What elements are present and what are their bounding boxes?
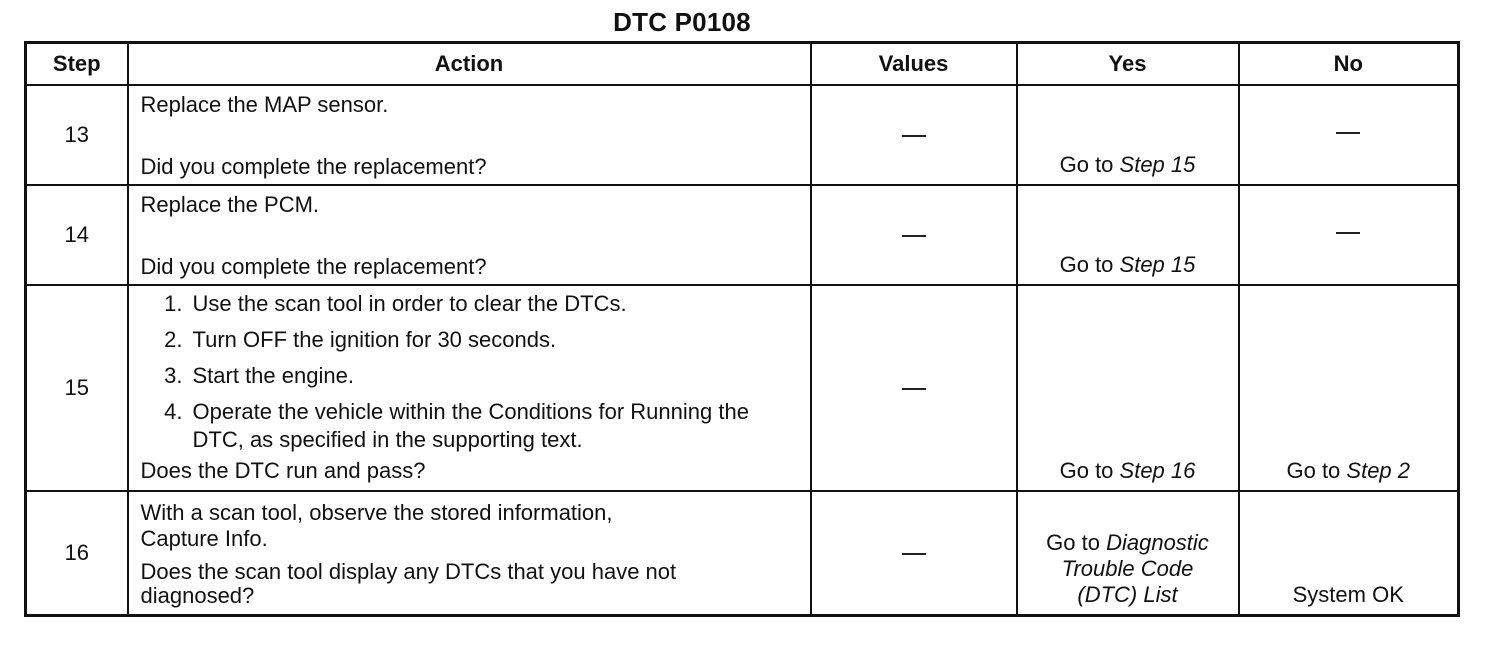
yes-step-link[interactable]: Step 15 xyxy=(1119,152,1196,177)
yes-prefix: Go to xyxy=(1046,529,1107,555)
yes-cell xyxy=(1017,185,1239,285)
yes-diagnostic-link[interactable]: Diagnostic Trouble Code (DTC) List xyxy=(1061,529,1209,607)
values-cell xyxy=(811,185,1017,285)
yes-cell xyxy=(1017,285,1239,491)
step-number: 13 xyxy=(26,85,128,185)
diagnostic-table xyxy=(24,41,1460,617)
step-number: 14 xyxy=(26,185,128,285)
table-row xyxy=(26,491,1459,615)
no-step-link[interactable]: Step 2 xyxy=(1346,458,1411,483)
no-cell xyxy=(1239,185,1459,285)
no-prefix: Go to xyxy=(1286,458,1347,483)
no-cell xyxy=(1239,491,1459,615)
table-row xyxy=(26,185,1459,285)
dash-icon xyxy=(902,388,926,390)
action-text: Replace the MAP sensor. xyxy=(140,92,389,117)
list-item: 4. Operate the vehicle within the Conditions for Running the DTC, as specified in the supporting text. xyxy=(164,399,749,452)
dash-icon xyxy=(1336,232,1360,234)
action-question: Does the scan tool display any DTCs that you have not diagnosed? xyxy=(140,559,677,608)
dash-icon xyxy=(1336,132,1360,134)
no-cell xyxy=(1239,85,1459,185)
no-result: System OK xyxy=(1292,581,1404,607)
table-row xyxy=(26,85,1459,185)
yes-cell xyxy=(1017,491,1239,615)
header-action: Action xyxy=(128,43,811,86)
action-question: Did you complete the replacement? xyxy=(140,254,487,279)
action-cell xyxy=(128,285,811,491)
header-row xyxy=(26,43,1459,86)
values-cell xyxy=(811,85,1017,185)
action-cell xyxy=(128,85,811,185)
dash-icon xyxy=(902,135,926,137)
header-values: Values xyxy=(811,43,1017,86)
action-question: Does the DTC run and pass? xyxy=(140,458,426,483)
dash-icon xyxy=(902,553,926,555)
header-no: No xyxy=(1239,43,1459,86)
yes-prefix: Go to xyxy=(1059,152,1120,177)
step-number: 16 xyxy=(26,491,128,615)
values-cell xyxy=(811,285,1017,491)
procedure-list xyxy=(141,290,802,462)
action-cell xyxy=(128,491,811,615)
yes-step-link[interactable]: Step 15 xyxy=(1119,252,1196,277)
yes-step-link[interactable]: Step 16 xyxy=(1119,458,1196,483)
action-question: Did you complete the replacement? xyxy=(140,154,487,179)
yes-prefix: Go to xyxy=(1059,252,1120,277)
action-text: Replace the PCM. xyxy=(140,192,320,217)
list-item: 1. Use the scan tool in order to clear the DTCs. xyxy=(164,291,627,316)
yes-cell xyxy=(1017,85,1239,185)
action-text: Capture Info. xyxy=(140,526,268,551)
header-yes: Yes xyxy=(1017,43,1239,86)
table-row xyxy=(26,285,1459,491)
list-item: 3. Start the engine. xyxy=(164,363,354,388)
step-number: 15 xyxy=(26,285,128,491)
action-cell xyxy=(128,185,811,285)
page-title: DTC P0108 xyxy=(613,7,751,37)
dash-icon xyxy=(902,235,926,237)
action-text: With a scan tool, observe the stored information, xyxy=(140,500,613,525)
list-item: 2. Turn OFF the ignition for 30 seconds. xyxy=(164,327,557,352)
no-cell xyxy=(1239,285,1459,491)
header-step: Step xyxy=(26,43,128,86)
values-cell xyxy=(811,491,1017,615)
yes-prefix: Go to xyxy=(1059,458,1120,483)
